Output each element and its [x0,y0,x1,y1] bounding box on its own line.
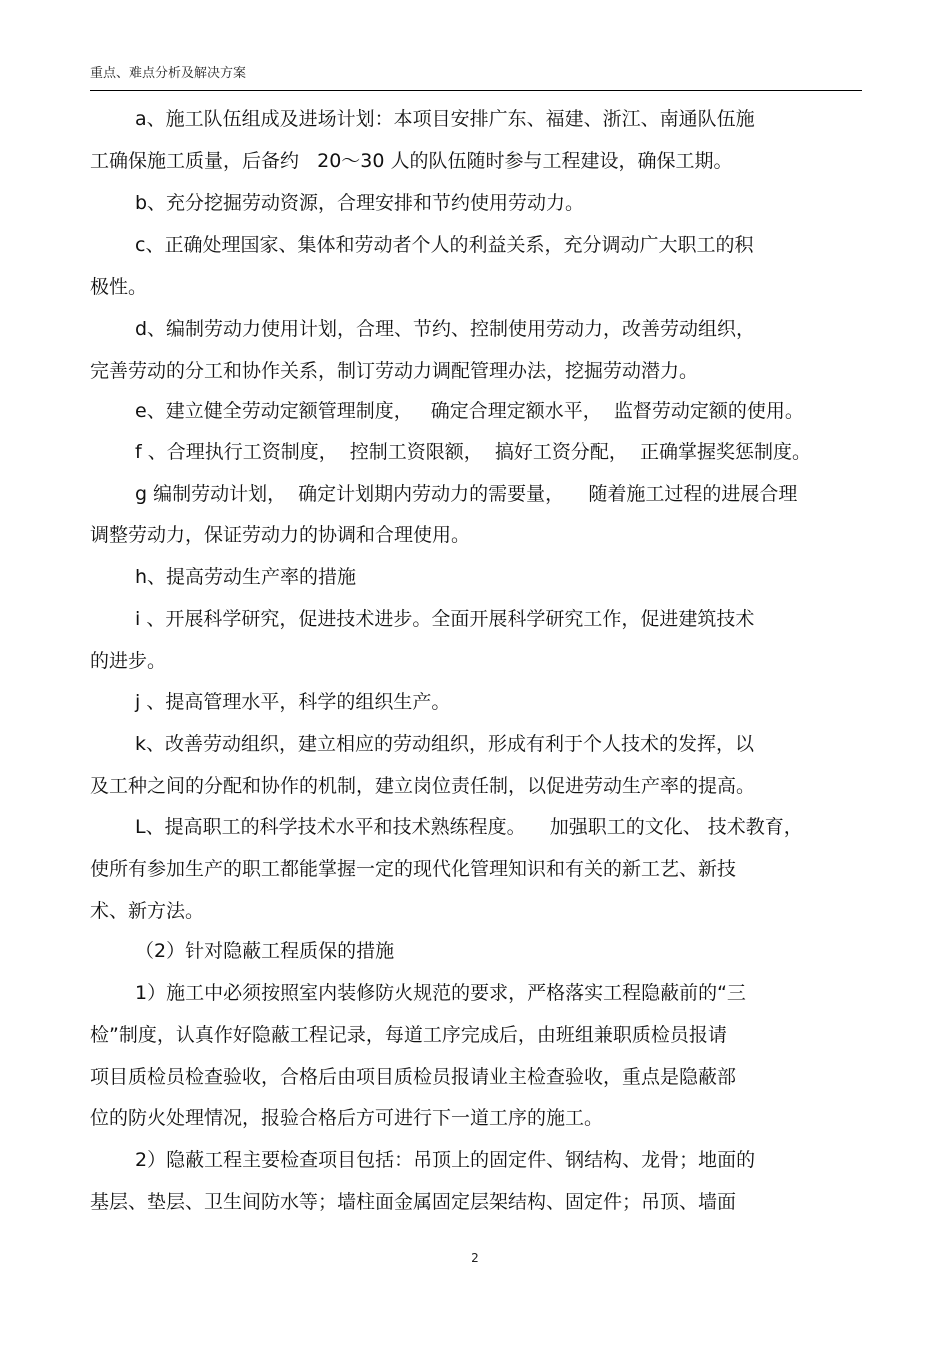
body-line-12: h、提高劳动生产率的措施 [135,566,357,588]
body-line-2: 工确保施工质量，后备约 20～30 人的队伍随时参与工程建设，确保工期。 [90,150,733,172]
body-line-24: 项目质检员检查验收，合格后由项目质检员报请业主检查验收，重点是隐蔽部 [90,1066,737,1088]
body-line-25: 位的防火处理情况，报验合格后方可进行下一道工序的施工。 [90,1107,604,1129]
body-line-9: f 、合理执行工资制度， 控制工资限额， 搞好工资分配， 正确掌握奖惩制度。 [135,441,811,463]
section-heading-hidden-works: （2）针对隐蔽工程质保的措施 [135,940,395,962]
body-line-18: L、提高职工的科学技术水平和技术熟练程度。 加强职工的文化、 技术教育， [135,816,803,838]
body-line-1: a、施工队伍组成及进场计划：本项目安排广东、福建、浙江、南通队伍施 [135,108,755,130]
header-divider [90,90,862,91]
body-line-13: i 、开展科学研究，促进技术进步。全面开展科学研究工作，促进建筑技术 [135,608,755,630]
body-line-27: 基层、垫层、卫生间防水等；墙柱面金属固定层架结构、固定件；吊顶、墙面 [90,1191,737,1213]
body-line-11: 调整劳动力，保证劳动力的协调和合理使用。 [90,524,471,546]
body-line-22: 1）施工中必须按照室内装修防火规范的要求，严格落实工程隐蔽前的“三 [135,982,746,1004]
body-line-15: j 、提高管理水平，科学的组织生产。 [135,691,451,713]
body-line-8: e、建立健全劳动定额管理制度， 确定合理定额水平， 监督劳动定额的使用。 [135,400,804,422]
body-line-20: 术、新方法。 [90,900,205,922]
body-line-3: b、充分挖掘劳动资源，合理安排和节约使用劳动力。 [135,192,585,214]
body-line-17: 及工种之间的分配和协作的机制，建立岗位责任制，以促进劳动生产率的提高。 [90,775,756,797]
body-line-10: g 编制劳动计划， 确定计划期内劳动力的需要量， 随着施工过程的进展合理 [135,483,798,505]
body-line-4: c、正确处理国家、集体和劳动者个人的利益关系，充分调动广大职工的积 [135,234,754,256]
body-line-7: 完善劳动的分工和协作关系，制订劳动力调配管理办法，挖掘劳动潜力。 [90,360,699,382]
body-line-23: 检”制度，认真作好隐蔽工程记录，每道工序完成后，由班组兼职质检员报请 [90,1024,727,1046]
body-line-6: d、编制劳动力使用计划，合理、节约、控制使用劳动力，改善劳动组织， [135,318,756,340]
header-title: 重点、难点分析及解决方案 [90,66,247,81]
body-line-14: 的进步。 [90,650,167,672]
body-line-19: 使所有参加生产的职工都能掌握一定的现代化管理知识和有关的新工艺、新技 [90,858,737,880]
body-line-5: 极性。 [90,276,148,298]
page-number: 2 [471,1251,479,1265]
body-line-16: k、改善劳动组织，建立相应的劳动组织，形成有利于个人技术的发挥，以 [135,733,755,755]
body-line-26: 2）隐蔽工程主要检查项目包括：吊顶上的固定件、钢结构、龙骨；地面的 [135,1149,756,1171]
